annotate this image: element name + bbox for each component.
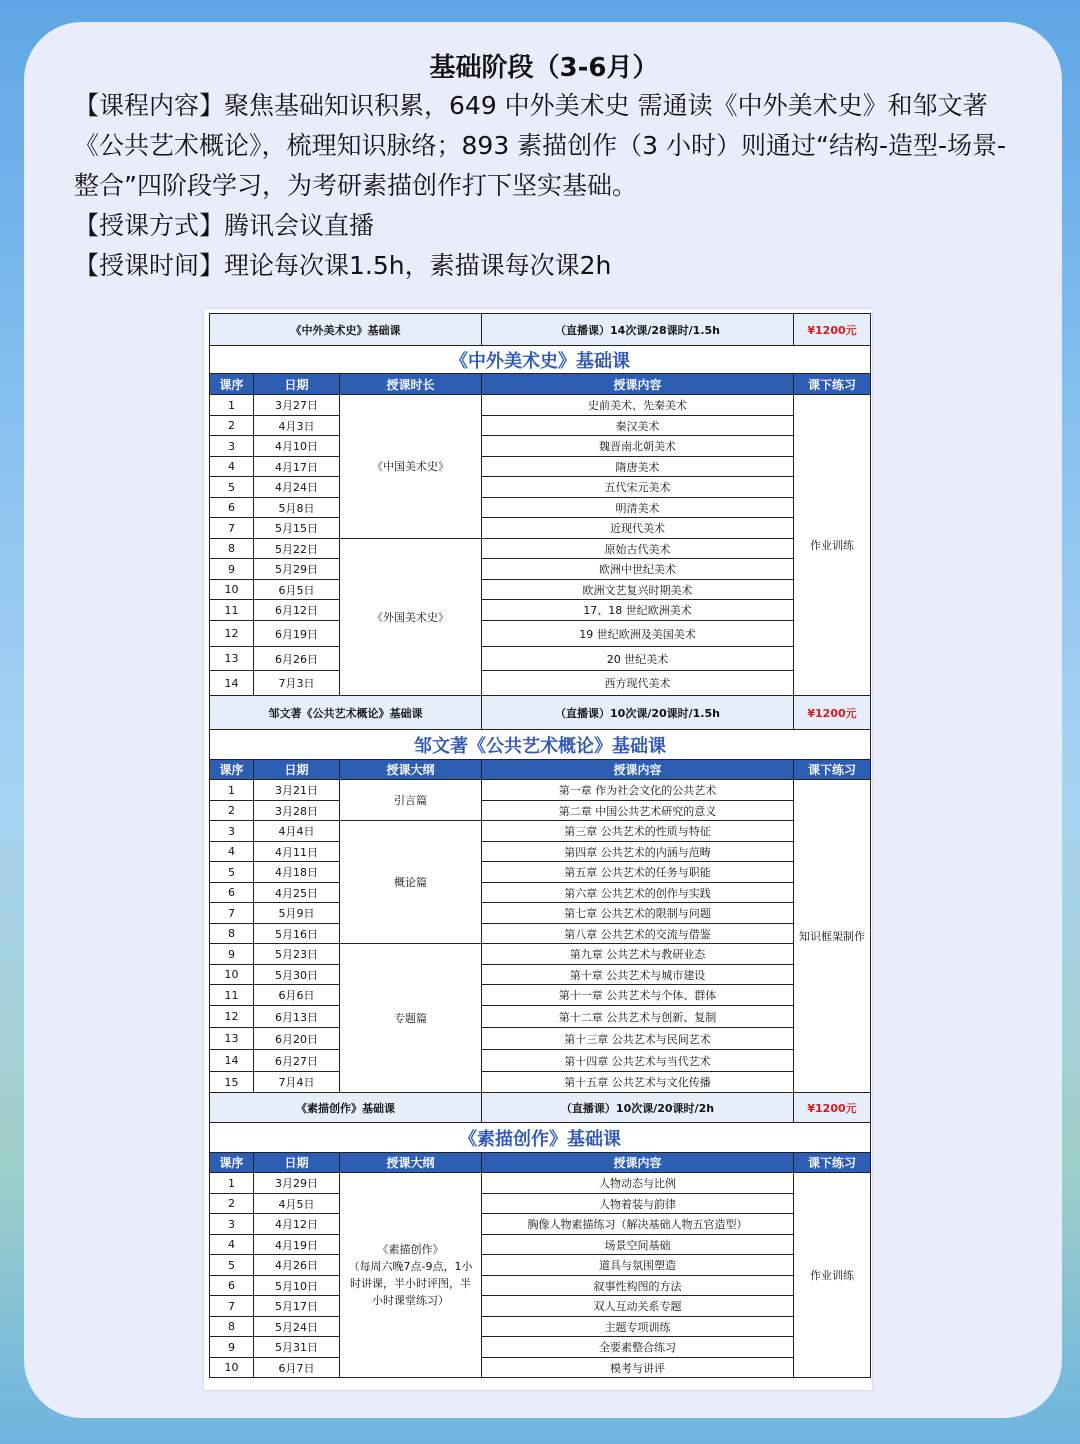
course-summary-detail: （直播课）10次课/20课时/2h <box>482 1093 794 1123</box>
practice-cell: 作业训练 <box>794 395 871 696</box>
table-row <box>210 600 871 621</box>
schedule-table <box>209 313 871 1378</box>
table-row <box>210 1050 871 1072</box>
lesson-number: 6 <box>210 883 254 903</box>
lesson-number: 14 <box>210 671 254 696</box>
table-row <box>210 457 871 477</box>
section-title-row <box>210 730 871 760</box>
lesson-group: 引言篇 <box>340 780 482 821</box>
lesson-date: 4月25日 <box>254 883 340 903</box>
lesson-content: 第三章 公共艺术的性质与特征 <box>482 821 794 842</box>
column-header: 授课内容 <box>482 374 794 395</box>
lesson-group: 专题篇 <box>340 944 482 1093</box>
lesson-date: 5月8日 <box>254 498 340 518</box>
lesson-content: 模考与讲评 <box>482 1358 794 1378</box>
course-summary-detail: （直播课）10次课/20课时/1.5h <box>482 696 794 730</box>
course-summary-row <box>210 1093 871 1123</box>
lesson-content: 第九章 公共艺术与教研业态 <box>482 944 794 965</box>
lesson-content: 第二章 中国公共艺术研究的意义 <box>482 801 794 821</box>
table-row <box>210 862 871 883</box>
lesson-number: 5 <box>210 477 254 498</box>
section-title: 邹文著《公共艺术概论》基础课 <box>210 730 871 760</box>
table-row <box>210 1337 871 1358</box>
table-row <box>210 821 871 842</box>
lesson-number: 8 <box>210 924 254 944</box>
lesson-date: 5月31日 <box>254 1337 340 1358</box>
table-row <box>210 1006 871 1028</box>
lesson-content: 欧洲中世纪美术 <box>482 559 794 580</box>
column-header: 日期 <box>254 374 340 395</box>
lesson-group: 《中国美术史》 <box>340 395 482 539</box>
lesson-content: 叙事性构图的方法 <box>482 1276 794 1296</box>
course-price: ¥1200元 <box>794 1093 871 1123</box>
course-summary-detail: （直播课）14次课/28课时/1.5h <box>482 314 794 346</box>
lesson-number: 9 <box>210 1337 254 1358</box>
lesson-date: 4月24日 <box>254 477 340 498</box>
lesson-content: 人物动态与比例 <box>482 1173 794 1194</box>
lesson-date: 5月30日 <box>254 965 340 985</box>
lesson-date: 7月4日 <box>254 1072 340 1093</box>
section-title: 《中外美术史》基础课 <box>210 346 871 374</box>
lesson-number: 13 <box>210 647 254 671</box>
lesson-date: 4月18日 <box>254 862 340 883</box>
table-row <box>210 1194 871 1214</box>
lesson-number: 3 <box>210 1214 254 1235</box>
table-row <box>210 671 871 696</box>
lesson-number: 12 <box>210 621 254 647</box>
table-row <box>210 518 871 539</box>
lesson-number: 6 <box>210 498 254 518</box>
table-row <box>210 1276 871 1296</box>
lesson-content: 胸像人物素描练习（解决基础人物五官造型） <box>482 1214 794 1235</box>
lesson-date: 6月5日 <box>254 580 340 600</box>
lesson-content: 西方现代美术 <box>482 671 794 696</box>
lesson-number: 8 <box>210 539 254 559</box>
lesson-number: 13 <box>210 1028 254 1050</box>
lesson-content: 第十三章 公共艺术与民间艺术 <box>482 1028 794 1050</box>
lesson-date: 6月12日 <box>254 600 340 621</box>
lesson-date: 5月17日 <box>254 1296 340 1317</box>
table-row <box>210 924 871 944</box>
lesson-date: 6月13日 <box>254 1006 340 1028</box>
lesson-date: 4月26日 <box>254 1255 340 1276</box>
lesson-number: 7 <box>210 903 254 924</box>
lesson-content: 道具与氛围塑造 <box>482 1255 794 1276</box>
table-row <box>210 1173 871 1194</box>
lesson-date: 6月7日 <box>254 1358 340 1378</box>
lesson-content: 第十四章 公共艺术与当代艺术 <box>482 1050 794 1072</box>
lesson-number: 12 <box>210 1006 254 1028</box>
table-row <box>210 416 871 436</box>
table-row <box>210 883 871 903</box>
lesson-content: 原始古代美术 <box>482 539 794 559</box>
lesson-date: 6月26日 <box>254 647 340 671</box>
section-title-row <box>210 346 871 374</box>
lesson-content: 第十章 公共艺术与城市建设 <box>482 965 794 985</box>
lesson-content: 魏晋南北朝美术 <box>482 436 794 457</box>
lesson-content: 五代宋元美术 <box>482 477 794 498</box>
table-row <box>210 780 871 801</box>
lesson-date: 6月6日 <box>254 985 340 1006</box>
lesson-content: 第七章 公共艺术的限制与问题 <box>482 903 794 924</box>
course-summary-name: 《素描创作》基础课 <box>210 1093 482 1123</box>
table-row <box>210 580 871 600</box>
column-header: 日期 <box>254 760 340 780</box>
lesson-content: 主题专项训练 <box>482 1317 794 1337</box>
column-header: 授课大纲 <box>340 760 482 780</box>
lesson-content: 第十二章 公共艺术与创新、复制 <box>482 1006 794 1028</box>
lesson-date: 6月27日 <box>254 1050 340 1072</box>
lesson-content: 秦汉美术 <box>482 416 794 436</box>
lesson-date: 5月15日 <box>254 518 340 539</box>
lesson-content: 第六章 公共艺术的创作与实践 <box>482 883 794 903</box>
column-header: 授课内容 <box>482 1153 794 1173</box>
lesson-number: 5 <box>210 862 254 883</box>
lesson-content: 第八章 公共艺术的交流与借鉴 <box>482 924 794 944</box>
table-row <box>210 1028 871 1050</box>
intro-block <box>74 50 1014 286</box>
lesson-group: 《素描创作》 （每周六晚7点-9点，1小时讲课，半小时评图，半小时课堂练习） <box>340 1173 482 1378</box>
lesson-content: 第五章 公共艺术的任务与职能 <box>482 862 794 883</box>
table-row <box>210 842 871 862</box>
lesson-number: 4 <box>210 457 254 477</box>
lesson-date: 6月19日 <box>254 621 340 647</box>
lesson-date: 4月10日 <box>254 436 340 457</box>
lesson-date: 5月29日 <box>254 559 340 580</box>
table-row <box>210 395 871 416</box>
table-header-row <box>210 760 871 780</box>
lesson-number: 1 <box>210 1173 254 1194</box>
lesson-content: 场景空间基础 <box>482 1235 794 1255</box>
column-header: 授课大纲 <box>340 1153 482 1173</box>
lesson-number: 2 <box>210 1194 254 1214</box>
page-title: 基础阶段（3-6月） <box>429 53 659 83</box>
lesson-date: 4月5日 <box>254 1194 340 1214</box>
lesson-group: 概论篇 <box>340 821 482 944</box>
lesson-number: 11 <box>210 600 254 621</box>
lesson-number: 10 <box>210 580 254 600</box>
lesson-content: 第十五章 公共艺术与文化传播 <box>482 1072 794 1093</box>
table-row <box>210 621 871 647</box>
lesson-content: 明清美术 <box>482 498 794 518</box>
lesson-content: 史前美术、先秦美术 <box>482 395 794 416</box>
column-header: 课序 <box>210 374 254 395</box>
table-header-row <box>210 374 871 395</box>
lesson-date: 3月29日 <box>254 1173 340 1194</box>
lesson-number: 15 <box>210 1072 254 1093</box>
lesson-content: 第一章 作为社会文化的公共艺术 <box>482 780 794 801</box>
table-row <box>210 1296 871 1317</box>
lesson-date: 4月19日 <box>254 1235 340 1255</box>
teaching-method-text: 【授课方式】腾讯会议直播 <box>74 211 375 240</box>
lesson-number: 9 <box>210 559 254 580</box>
lesson-number: 4 <box>210 842 254 862</box>
lesson-number: 7 <box>210 518 254 539</box>
column-header: 课序 <box>210 1153 254 1173</box>
lesson-number: 7 <box>210 1296 254 1317</box>
table-row <box>210 559 871 580</box>
lesson-date: 5月16日 <box>254 924 340 944</box>
lesson-content: 隋唐美术 <box>482 457 794 477</box>
course-summary-row <box>210 696 871 730</box>
table-row <box>210 539 871 559</box>
lesson-number: 1 <box>210 395 254 416</box>
practice-cell: 知识框架制作 <box>794 780 871 1093</box>
lesson-number: 9 <box>210 944 254 965</box>
course-summary-name: 邹文著《公共艺术概论》基础课 <box>210 696 482 730</box>
table-row <box>210 477 871 498</box>
table-row <box>210 436 871 457</box>
table-row <box>210 498 871 518</box>
teaching-time-text: 【授课时间】理论每次课1.5h，素描课每次课2h <box>74 251 612 280</box>
table-row <box>210 1214 871 1235</box>
lesson-date: 4月12日 <box>254 1214 340 1235</box>
lesson-content: 人物着装与韵律 <box>482 1194 794 1214</box>
lesson-number: 11 <box>210 985 254 1006</box>
lesson-date: 5月22日 <box>254 539 340 559</box>
table-row <box>210 801 871 821</box>
column-header: 课下练习 <box>794 1153 871 1173</box>
column-header: 授课时长 <box>340 374 482 395</box>
lesson-content: 近现代美术 <box>482 518 794 539</box>
table-row <box>210 944 871 965</box>
lesson-content: 全要素整合练习 <box>482 1337 794 1358</box>
course-summary-name: 《中外美术史》基础课 <box>210 314 482 346</box>
lesson-date: 6月20日 <box>254 1028 340 1050</box>
table-row <box>210 1317 871 1337</box>
lesson-content: 19 世纪欧洲及美国美术 <box>482 621 794 647</box>
lesson-number: 2 <box>210 801 254 821</box>
section-title-row <box>210 1123 871 1153</box>
lesson-date: 4月17日 <box>254 457 340 477</box>
lesson-number: 3 <box>210 436 254 457</box>
lesson-content: 20 世纪美术 <box>482 647 794 671</box>
course-content-text: 【课程内容】聚焦基础知识积累，649 中外美术史 需通读《中外美术史》和邹文著《公共艺术概论》，梳理知识脉络；893 素描创作（3 小时）则通过“结构-造型-场景-整合”四阶段学习，为考研素描创作打下坚实基础。 <box>74 91 1007 200</box>
table-row <box>210 1255 871 1276</box>
lesson-content: 17、18 世纪欧洲美术 <box>482 600 794 621</box>
practice-cell: 作业训练 <box>794 1173 871 1378</box>
table-row <box>210 647 871 671</box>
lesson-date: 5月9日 <box>254 903 340 924</box>
course-price: ¥1200元 <box>794 696 871 730</box>
column-header: 课下练习 <box>794 760 871 780</box>
column-header: 课序 <box>210 760 254 780</box>
table-row <box>210 1072 871 1093</box>
lesson-date: 3月28日 <box>254 801 340 821</box>
lesson-date: 4月3日 <box>254 416 340 436</box>
lesson-date: 4月11日 <box>254 842 340 862</box>
lesson-number: 5 <box>210 1255 254 1276</box>
table-row <box>210 1235 871 1255</box>
table-row <box>210 903 871 924</box>
lesson-number: 10 <box>210 1358 254 1378</box>
lesson-content: 第十一章 公共艺术与个体、群体 <box>482 985 794 1006</box>
section-title: 《素描创作》基础课 <box>210 1123 871 1153</box>
table-header-row <box>210 1153 871 1173</box>
lesson-number: 1 <box>210 780 254 801</box>
lesson-number: 10 <box>210 965 254 985</box>
table-row <box>210 965 871 985</box>
lesson-content: 第四章 公共艺术的内涵与范畴 <box>482 842 794 862</box>
lesson-date: 3月21日 <box>254 780 340 801</box>
table-row <box>210 1358 871 1378</box>
lesson-number: 8 <box>210 1317 254 1337</box>
lesson-group: 《外国美术史》 <box>340 539 482 696</box>
lesson-date: 7月3日 <box>254 671 340 696</box>
column-header: 日期 <box>254 1153 340 1173</box>
lesson-date: 5月23日 <box>254 944 340 965</box>
course-summary-row <box>210 314 871 346</box>
lesson-date: 3月27日 <box>254 395 340 416</box>
lesson-number: 6 <box>210 1276 254 1296</box>
lesson-number: 2 <box>210 416 254 436</box>
schedule-sheet <box>204 309 872 1390</box>
course-price: ¥1200元 <box>794 314 871 346</box>
lesson-date: 5月24日 <box>254 1317 340 1337</box>
lesson-content: 双人互动关系专题 <box>482 1296 794 1317</box>
lesson-number: 14 <box>210 1050 254 1072</box>
column-header: 授课内容 <box>482 760 794 780</box>
lesson-date: 4月4日 <box>254 821 340 842</box>
column-header: 课下练习 <box>794 374 871 395</box>
lesson-number: 3 <box>210 821 254 842</box>
table-row <box>210 985 871 1006</box>
lesson-content: 欧洲文艺复兴时期美术 <box>482 580 794 600</box>
lesson-date: 5月10日 <box>254 1276 340 1296</box>
lesson-number: 4 <box>210 1235 254 1255</box>
